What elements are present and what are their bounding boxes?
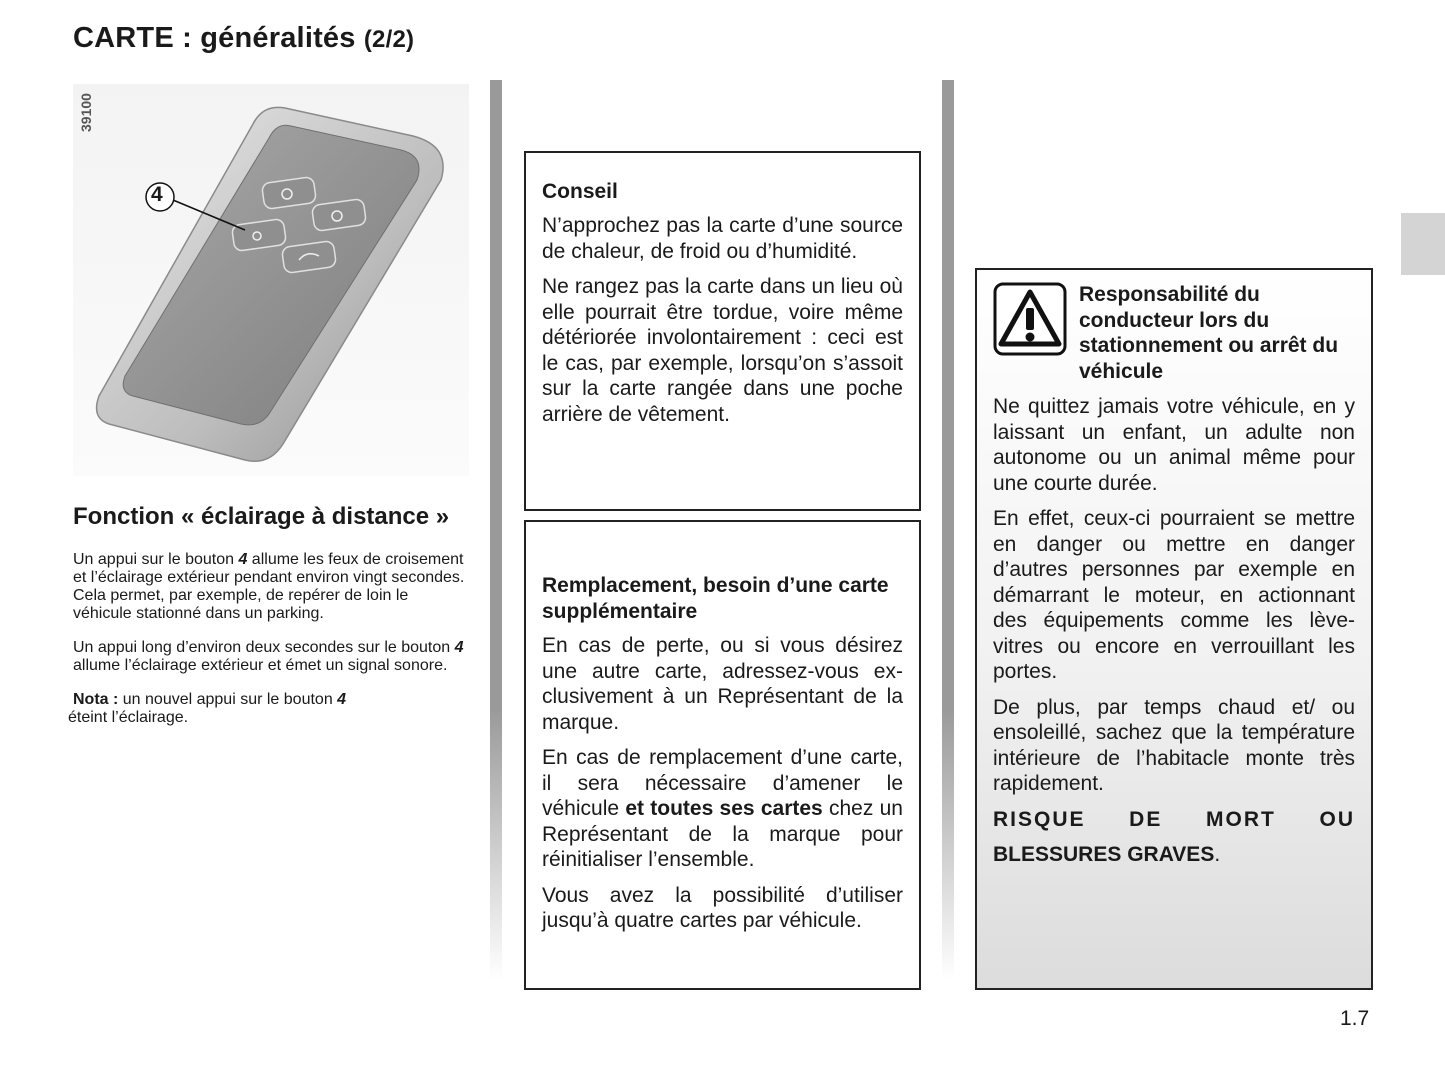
conseil-paragraph-2: Ne rangez pas la carte dans un lieu où elle pourrait être tordue, voire même détériorée involontairement : ceci est le cas, par exemple, lorsqu’on s’assoit sur la carte rangée dans une poche arrière de vêtement. [542,275,903,426]
callout-number: 4 [151,183,163,206]
warning-risk-line-2: BLESSURES GRAVES. [993,843,1221,866]
column-divider-left [490,80,502,980]
title-suffix: (2/2) [363,26,415,53]
warning-paragraph-2: En effet, ceux-ci pourraient se mettre en danger ou mettre en danger d’autres personnes par exemple en démarrant le moteur, en actionnant des équipements comme les lève-vitres ou encore en verrouillant les portes. [993,507,1355,683]
warning-risk-line-1: RISQUE DE MORT OU [993,807,1355,831]
key-card-illustration [73,84,469,476]
remplacement-paragraph-1: En cas de perte, ou si vous désirez une autre carte, adressez-vous exclusivement à un Représentant de la marque. [542,634,903,734]
conseil-paragraph-1: N’approchez pas la carte d’une source de chaleur, de froid ou d’humidité. [542,214,903,263]
remplacement-paragraph-3: Vous avez la possibilité d’utiliser jusqu’à quatre cartes par véhicule. [542,883,903,932]
fonction-nota: Nota : un nouvel appui sur le bouton 4 éteint l’éclairage. [68,690,347,726]
page-title [73,22,414,55]
figure-code: 39100 [78,93,94,132]
warning-triangle-icon [993,282,1067,356]
column-divider-right [942,80,954,980]
title-text: CARTE : généralités [73,22,356,54]
conseil-heading: Conseil [542,180,618,203]
key-card-figure [73,84,469,476]
remplacement-heading: Remplacement, besoin d’une carte supplémentaire [542,574,889,623]
fonction-heading: Fonction « éclairage à distance » [73,502,450,530]
page-number: 1.7 [1340,1007,1370,1030]
warning-header [993,282,1355,384]
warning-paragraph-1: Ne quittez jamais votre véhicule, en y laissant un enfant, un adulte non autonome ou un animal même pour une courte durée. [993,395,1355,495]
remplacement-paragraph-2: En cas de remplacement d’une carte, il sera nécessaire d’amener le véhicule et toutes ses cartes chez un Représentant de la marque pour réinitialiser l’ensemble. [542,746,903,871]
remplacement-box [524,520,921,990]
chapter-tab-marker [1401,213,1445,275]
fonction-paragraph-1: Un appui sur le bouton 4 allume les feux de croisement et l’éclairage extérieur pendant environ vingt secondes. Cela permet, par exemple, de repérer de loin le véhicule stationné dans un parking. [73,550,465,622]
fonction-paragraph-2: Un appui long d’environ deux secondes sur le bouton 4 allume l’éclairage extérieur et émet un signal sonore. [73,638,464,674]
warning-paragraph-3: De plus, par temps chaud et/ ou ensoleillé, sachez que la température intérieure de l’habitacle monte très rapidement. [993,695,1355,795]
conseil-box [524,151,921,511]
fonction-section [68,483,469,743]
warning-box [975,268,1373,990]
warning-heading: Responsabilité du conducteur lors du stationnement ou arrêt du véhicule [1079,283,1339,383]
